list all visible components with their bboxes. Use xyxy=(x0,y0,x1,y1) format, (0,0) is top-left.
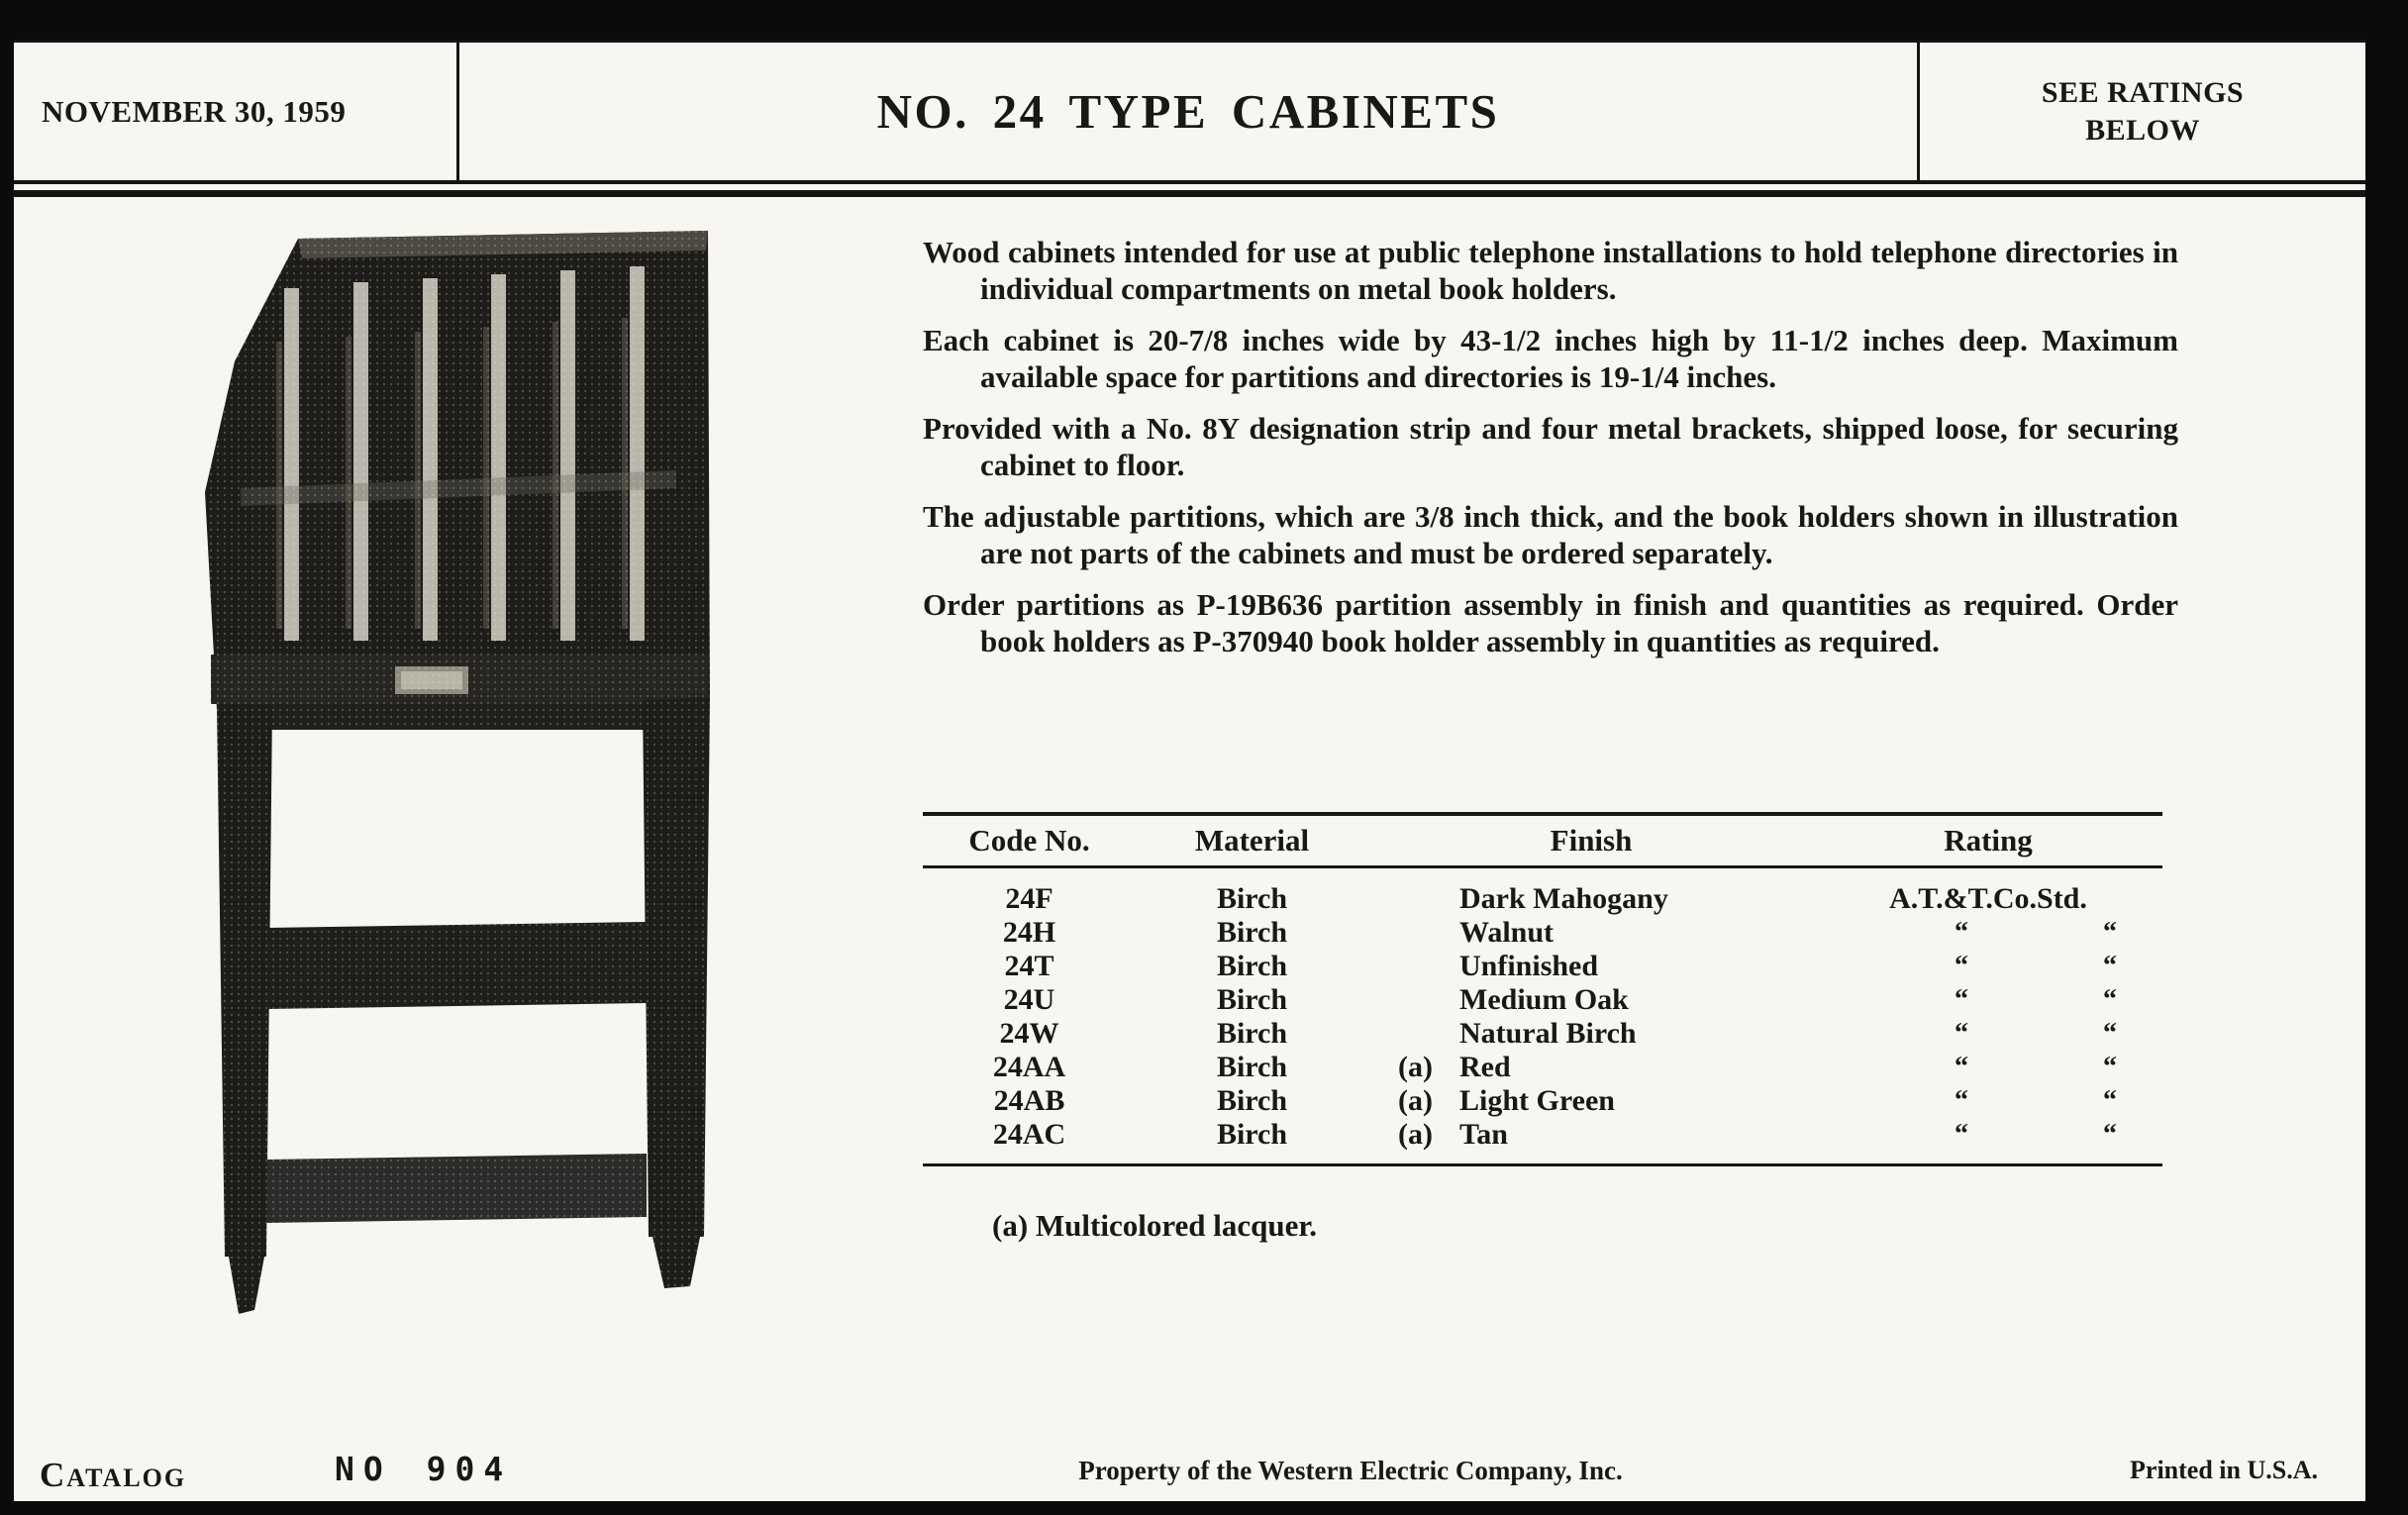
ditto-mark: “ xyxy=(2103,1085,2117,1116)
cell-rating-ditto xyxy=(1814,951,2162,981)
cell-code: 24T xyxy=(1004,950,1054,982)
cell-rating: A.T.&T.Co.Std. xyxy=(1889,882,2087,915)
finish-name: Dark Mahogany xyxy=(1459,882,1668,915)
finish-name: Unfinished xyxy=(1459,950,1599,982)
page-title: NO. 24 TYPE CABINETS xyxy=(876,84,1500,139)
cell-rating-ditto xyxy=(1814,1052,2162,1082)
cell-finish xyxy=(1368,983,1814,1017)
paragraph: Wood cabinets intended for use at public telephone installations to hold telephone directories in individual compartments on metal book holders. xyxy=(923,235,2178,306)
cell-rating-ditto xyxy=(1814,1085,2162,1116)
description-text xyxy=(923,234,2178,674)
ditto-mark: “ xyxy=(2103,1018,2117,1049)
catalog-page xyxy=(14,40,2365,1501)
finish-name: Medium Oak xyxy=(1459,983,1629,1016)
paragraph: Each cabinet is 20-7/8 inches wide by 43-1/2 inches high by 11-1/2 inches deep. Maximum available space for partitions and directories is 19-1/4 inches. xyxy=(923,323,2178,394)
finish-name: Red xyxy=(1459,1051,1511,1083)
header xyxy=(14,40,2365,184)
column-header-code: Code No. xyxy=(968,823,1090,858)
header-ratings-cell xyxy=(1920,43,2365,180)
column-header-finish: Finish xyxy=(1550,823,1633,858)
cell-material: Birch xyxy=(1216,1017,1288,1050)
catalog-label: CATALOG xyxy=(40,1456,187,1494)
table-row xyxy=(923,1051,2162,1084)
header-rule xyxy=(14,190,2365,197)
finish-name: Light Green xyxy=(1459,1084,1615,1117)
ditto-mark: “ xyxy=(2103,951,2117,981)
header-divider-right xyxy=(1917,43,1920,180)
table-footnote: (a) Multicolored lacquer. xyxy=(992,1208,1318,1243)
table-header-row xyxy=(923,816,2162,865)
header-date-cell xyxy=(14,43,456,180)
table-row xyxy=(923,983,2162,1017)
cell-code: 24AB xyxy=(993,1084,1065,1117)
ditto-mark: “ xyxy=(2103,1119,2117,1150)
cell-code: 24W xyxy=(999,1017,1059,1050)
spec-table xyxy=(923,812,2162,1244)
printed-notice: Printed in U.S.A. xyxy=(2130,1456,2318,1484)
cell-code: 24U xyxy=(1003,983,1055,1016)
finish-footnote-ref: (a) xyxy=(1398,1118,1433,1151)
paragraph: The adjustable partitions, which are 3/8 inch thick, and the book holders shown in illustration are not parts of the cabinets and must be ordered separately. xyxy=(923,499,2178,570)
paragraph: Order partitions as P-19B636 partition assembly in finish and quantities as required. Order book holders as P-370940 book holder assembly in quantities as required. xyxy=(923,587,2178,658)
ratings-note-line-2: BELOW xyxy=(2085,113,2200,147)
table-row xyxy=(923,882,2162,916)
ditto-mark: “ xyxy=(1955,1119,1968,1150)
cell-material: Birch xyxy=(1216,950,1288,982)
cabinet-photo-illustration xyxy=(181,223,722,1327)
cell-rating-ditto xyxy=(1814,1119,2162,1150)
table-row xyxy=(923,916,2162,950)
cabinet-photo xyxy=(181,223,722,1327)
table-row xyxy=(923,1017,2162,1051)
cell-material: Birch xyxy=(1216,1051,1288,1083)
table-row xyxy=(923,1084,2162,1118)
cell-finish xyxy=(1368,1118,1814,1152)
finish-name: Natural Birch xyxy=(1459,1017,1637,1050)
cell-finish xyxy=(1368,882,1814,916)
header-divider-left xyxy=(456,43,459,180)
ditto-mark: “ xyxy=(1955,984,1968,1015)
cell-code: 24AA xyxy=(992,1051,1066,1083)
cell-code: 24AC xyxy=(992,1118,1066,1151)
ditto-mark: “ xyxy=(1955,1018,1968,1049)
cell-material: Birch xyxy=(1216,1118,1288,1151)
property-notice: Property of the Western Electric Company, Inc. xyxy=(1078,1456,1623,1485)
cell-finish xyxy=(1368,950,1814,983)
table-row xyxy=(923,950,2162,983)
finish-name: Tan xyxy=(1459,1118,1508,1151)
table-rule-bottom xyxy=(923,1163,2162,1166)
column-header-material: Material xyxy=(1194,823,1310,858)
cell-code: 24H xyxy=(1002,916,1056,949)
ditto-mark: “ xyxy=(2103,1052,2117,1082)
finish-footnote-ref: (a) xyxy=(1398,1051,1433,1083)
column-header-rating: Rating xyxy=(1944,823,2033,858)
ratings-note-line-1: SEE RATINGS xyxy=(2041,75,2245,109)
cell-rating-ditto xyxy=(1814,917,2162,948)
cell-material: Birch xyxy=(1216,916,1288,949)
cell-finish xyxy=(1368,1017,1814,1051)
table-body xyxy=(923,868,2162,1152)
ditto-mark: “ xyxy=(2103,984,2117,1015)
cell-finish xyxy=(1368,1051,1814,1084)
ditto-mark: “ xyxy=(1955,1052,1968,1082)
header-title-cell xyxy=(459,43,1917,180)
finish-footnote-ref: (a) xyxy=(1398,1084,1433,1117)
cell-material: Birch xyxy=(1216,1084,1288,1117)
issue-date: NOVEMBER 30, 1959 xyxy=(42,93,347,129)
catalog-number: NO 904 xyxy=(335,1450,513,1488)
ditto-mark: “ xyxy=(1955,1085,1968,1116)
table-row xyxy=(923,1118,2162,1152)
finish-name: Walnut xyxy=(1459,916,1555,949)
cell-rating-ditto xyxy=(1814,1018,2162,1049)
ditto-mark: “ xyxy=(1955,951,1968,981)
paragraph: Provided with a No. 8Y designation strip and four metal brackets, shipped loose, for securing cabinet to floor. xyxy=(923,411,2178,482)
cell-finish xyxy=(1368,916,1814,950)
cell-material: Birch xyxy=(1216,983,1288,1016)
cell-code: 24F xyxy=(1005,882,1054,915)
cell-material: Birch xyxy=(1216,882,1288,915)
ditto-mark: “ xyxy=(2103,917,2117,948)
ditto-mark: “ xyxy=(1955,917,1968,948)
cell-finish xyxy=(1368,1084,1814,1118)
cell-rating-ditto xyxy=(1814,984,2162,1015)
